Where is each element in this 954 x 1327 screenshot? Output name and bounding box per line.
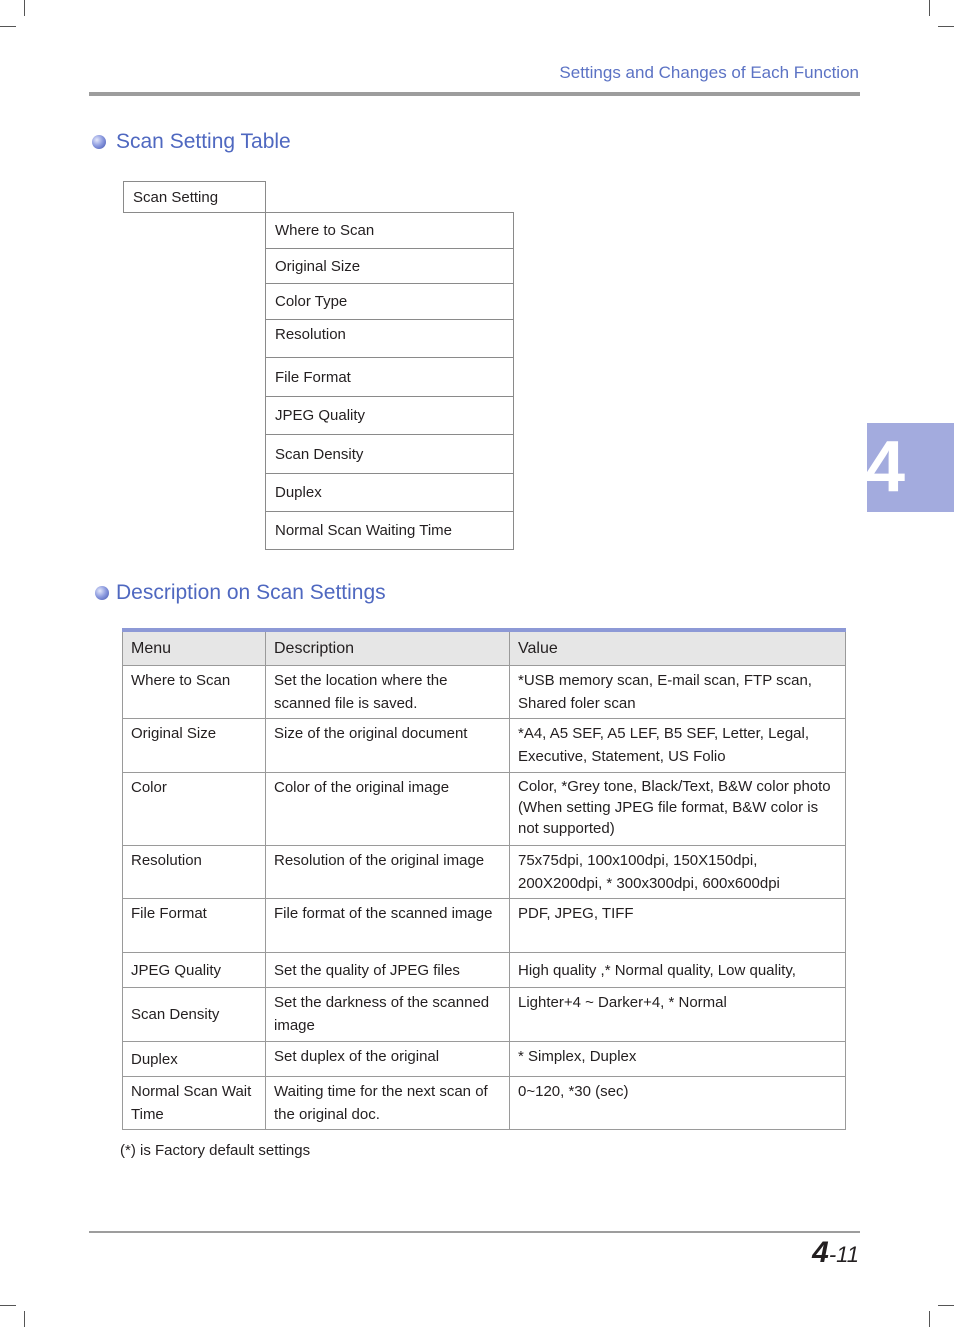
header-divider — [89, 92, 860, 96]
cell-menu: Color — [123, 773, 266, 846]
section-heading-description — [95, 581, 386, 605]
bullet-icon — [92, 135, 106, 149]
table-row — [123, 1077, 846, 1130]
column-header-menu: Menu — [123, 630, 266, 666]
cell-value: *A4, A5 SEF, A5 LEF, B5 SEF, Letter, Legal, Executive, Statement, US Folio — [510, 719, 846, 773]
cell-menu: Scan Density — [123, 988, 266, 1042]
table-row — [123, 899, 846, 953]
tree-item: Scan Density — [265, 434, 514, 474]
page-chapter: 4 — [812, 1236, 829, 1269]
page-index: 11 — [836, 1242, 859, 1267]
crop-mark — [938, 1305, 954, 1306]
cell-description: File format of the scanned image — [266, 899, 510, 953]
table-row — [123, 1042, 846, 1077]
page-separator: - — [828, 1242, 837, 1267]
crop-mark — [0, 1305, 16, 1306]
cell-menu: JPEG Quality — [123, 953, 266, 988]
cell-value: *USB memory scan, E-mail scan, FTP scan, Shared foler scan — [510, 666, 846, 719]
footer-divider — [89, 1231, 860, 1233]
column-header-description: Description — [266, 630, 510, 666]
tree-root-cell: Scan Setting — [123, 181, 266, 213]
cell-menu: Resolution — [123, 846, 266, 899]
cell-value: Color, *Grey tone, Black/Text, B&W color photo (When setting JPEG file format, B&W color is not supported) — [510, 773, 846, 846]
crop-mark — [938, 26, 954, 27]
cell-value: High quality ,* Normal quality, Low quality, — [510, 953, 846, 988]
tree-item: Resolution — [265, 319, 514, 358]
cell-menu: File Format — [123, 899, 266, 953]
crop-mark — [929, 0, 930, 16]
tree-item: Color Type — [265, 283, 514, 320]
cell-description: Waiting time for the next scan of the original doc. — [266, 1077, 510, 1130]
table-row — [123, 719, 846, 773]
running-header: Settings and Changes of Each Function — [559, 63, 859, 82]
table-row — [123, 846, 846, 899]
tree-item: Original Size — [265, 248, 514, 284]
section-heading-scan-setting-table — [92, 130, 291, 154]
cell-value: PDF, JPEG, TIFF — [510, 899, 846, 953]
section-title-text: Scan Setting Table — [116, 130, 291, 153]
table-header-row — [123, 630, 846, 666]
cell-menu: Normal Scan Wait Time — [123, 1077, 266, 1130]
chapter-tab: 4 — [867, 423, 954, 512]
cell-menu: Original Size — [123, 719, 266, 773]
tree-item: Normal Scan Waiting Time — [265, 511, 514, 550]
crop-mark — [0, 26, 16, 27]
crop-mark — [24, 1311, 25, 1327]
crop-mark — [929, 1311, 930, 1327]
tree-item: Where to Scan — [265, 212, 514, 249]
cell-description: Set the location where the scanned file is saved. — [266, 666, 510, 719]
crop-mark — [24, 0, 25, 16]
tree-item: File Format — [265, 357, 514, 397]
cell-description: Resolution of the original image — [266, 846, 510, 899]
cell-description: Set duplex of the original — [266, 1042, 510, 1077]
scan-settings-table — [122, 628, 846, 1130]
footnote: (*) is Factory default settings — [120, 1142, 311, 1159]
cell-value: Lighter+4 ~ Darker+4, * Normal — [510, 988, 846, 1042]
cell-description: Set the darkness of the scanned image — [266, 988, 510, 1042]
table-row — [123, 988, 846, 1042]
cell-description: Size of the original document — [266, 719, 510, 773]
cell-description: Set the quality of JPEG files — [266, 953, 510, 988]
cell-value: * Simplex, Duplex — [510, 1042, 846, 1077]
cell-menu: Where to Scan — [123, 666, 266, 719]
section-title-text: Description on Scan Settings — [116, 581, 386, 604]
column-header-value: Value — [510, 630, 846, 666]
cell-value: 75x75dpi, 100x100dpi, 150X150dpi, 200X200dpi, * 300x300dpi, 600x600dpi — [510, 846, 846, 899]
tree-item: JPEG Quality — [265, 396, 514, 435]
table-row — [123, 666, 846, 719]
bullet-icon — [95, 586, 109, 600]
table-row — [123, 953, 846, 988]
page-number — [812, 1236, 859, 1270]
table-row — [123, 773, 846, 846]
cell-menu: Duplex — [123, 1042, 266, 1077]
cell-description: Color of the original image — [266, 773, 510, 846]
tree-item: Duplex — [265, 473, 514, 512]
cell-value: 0~120, *30 (sec) — [510, 1077, 846, 1130]
